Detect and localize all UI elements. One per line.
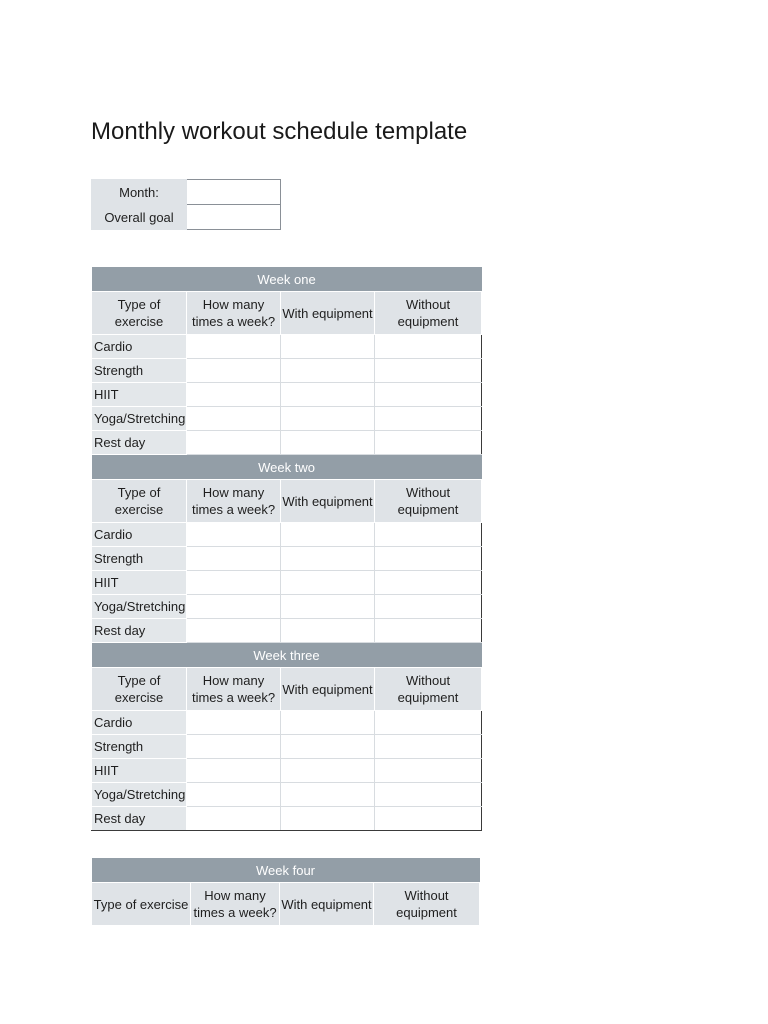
table-row — [92, 359, 482, 383]
week-three-title: Week three — [92, 643, 482, 668]
col-type: Type of exercise — [92, 883, 191, 926]
goal-input[interactable] — [187, 205, 281, 230]
without-equipment-cell[interactable] — [375, 431, 482, 455]
table-row — [92, 431, 482, 455]
col-times: How many times a week? — [187, 668, 281, 711]
times-cell[interactable] — [187, 759, 281, 783]
column-headers — [92, 668, 482, 711]
week-header — [92, 267, 482, 292]
with-equipment-cell[interactable] — [281, 431, 375, 455]
col-with: With equipment — [280, 883, 374, 926]
table-row — [92, 783, 482, 807]
exercise-label: HIIT — [92, 571, 187, 595]
exercise-label: Cardio — [92, 523, 187, 547]
col-times: How many times a week? — [191, 883, 280, 926]
column-headers — [92, 883, 480, 926]
exercise-label: Strength — [92, 359, 187, 383]
week-header — [92, 858, 480, 883]
times-cell[interactable] — [187, 619, 281, 643]
col-with: With equipment — [281, 668, 375, 711]
without-equipment-cell[interactable] — [375, 523, 482, 547]
goal-row — [92, 205, 281, 230]
without-equipment-cell[interactable] — [375, 571, 482, 595]
without-equipment-cell[interactable] — [375, 783, 482, 807]
table-row — [92, 335, 482, 359]
week-two-title: Week two — [92, 455, 482, 480]
times-cell[interactable] — [187, 547, 281, 571]
column-headers — [92, 480, 482, 523]
week-four-table — [91, 858, 480, 926]
exercise-label: Rest day — [92, 807, 187, 831]
exercise-label: Cardio — [92, 335, 187, 359]
with-equipment-cell[interactable] — [281, 807, 375, 831]
times-cell[interactable] — [187, 407, 281, 431]
col-with: With equipment — [281, 292, 375, 335]
month-goal-table — [91, 179, 281, 230]
table-row — [92, 619, 482, 643]
exercise-label: Yoga/Stretching — [92, 783, 187, 807]
exercise-label: Strength — [92, 735, 187, 759]
goal-label: Overall goal — [92, 205, 187, 230]
week-header — [92, 643, 482, 668]
without-equipment-cell[interactable] — [375, 619, 482, 643]
exercise-label: Yoga/Stretching — [92, 407, 187, 431]
col-without: Without equipment — [374, 883, 480, 926]
without-equipment-cell[interactable] — [375, 735, 482, 759]
with-equipment-cell[interactable] — [281, 595, 375, 619]
with-equipment-cell[interactable] — [281, 571, 375, 595]
table-row — [92, 571, 482, 595]
exercise-label: Cardio — [92, 711, 187, 735]
exercise-label: Rest day — [92, 619, 187, 643]
month-row — [92, 180, 281, 205]
col-times: How many times a week? — [187, 480, 281, 523]
exercise-label: Yoga/Stretching — [92, 595, 187, 619]
month-label: Month: — [92, 180, 187, 205]
with-equipment-cell[interactable] — [281, 383, 375, 407]
times-cell[interactable] — [187, 335, 281, 359]
with-equipment-cell[interactable] — [281, 547, 375, 571]
col-times: How many times a week? — [187, 292, 281, 335]
without-equipment-cell[interactable] — [375, 547, 482, 571]
exercise-label: HIIT — [92, 759, 187, 783]
col-type: Type of exercise — [92, 480, 187, 523]
with-equipment-cell[interactable] — [281, 523, 375, 547]
table-row — [92, 407, 482, 431]
times-cell[interactable] — [187, 595, 281, 619]
times-cell[interactable] — [187, 807, 281, 831]
table-row — [92, 523, 482, 547]
weeks-one-to-three-table — [91, 267, 482, 831]
with-equipment-cell[interactable] — [281, 619, 375, 643]
without-equipment-cell[interactable] — [375, 407, 482, 431]
col-without: Without equipment — [375, 480, 482, 523]
without-equipment-cell[interactable] — [375, 807, 482, 831]
with-equipment-cell[interactable] — [281, 711, 375, 735]
week-one-title: Week one — [92, 267, 482, 292]
times-cell[interactable] — [187, 431, 281, 455]
week-four-title: Week four — [92, 858, 480, 883]
without-equipment-cell[interactable] — [375, 759, 482, 783]
week-header — [92, 455, 482, 480]
times-cell[interactable] — [187, 711, 281, 735]
times-cell[interactable] — [187, 783, 281, 807]
without-equipment-cell[interactable] — [375, 383, 482, 407]
without-equipment-cell[interactable] — [375, 711, 482, 735]
times-cell[interactable] — [187, 571, 281, 595]
table-row — [92, 383, 482, 407]
col-with: With equipment — [281, 480, 375, 523]
times-cell[interactable] — [187, 359, 281, 383]
times-cell[interactable] — [187, 523, 281, 547]
times-cell[interactable] — [187, 383, 281, 407]
col-without: Without equipment — [375, 668, 482, 711]
without-equipment-cell[interactable] — [375, 359, 482, 383]
with-equipment-cell[interactable] — [281, 759, 375, 783]
with-equipment-cell[interactable] — [281, 783, 375, 807]
without-equipment-cell[interactable] — [375, 595, 482, 619]
without-equipment-cell[interactable] — [375, 335, 482, 359]
times-cell[interactable] — [187, 735, 281, 759]
table-row — [92, 711, 482, 735]
with-equipment-cell[interactable] — [281, 359, 375, 383]
with-equipment-cell[interactable] — [281, 735, 375, 759]
exercise-label: Rest day — [92, 431, 187, 455]
column-headers — [92, 292, 482, 335]
col-without: Without equipment — [375, 292, 482, 335]
exercise-label: Strength — [92, 547, 187, 571]
exercise-label: HIIT — [92, 383, 187, 407]
table-row — [92, 547, 482, 571]
col-type: Type of exercise — [92, 668, 187, 711]
col-type: Type of exercise — [92, 292, 187, 335]
table-row — [92, 735, 482, 759]
month-input[interactable] — [187, 180, 281, 205]
with-equipment-cell[interactable] — [281, 407, 375, 431]
table-row — [92, 759, 482, 783]
page-title: Monthly workout schedule template — [91, 118, 468, 145]
with-equipment-cell[interactable] — [281, 335, 375, 359]
table-row — [92, 595, 482, 619]
table-row — [92, 807, 482, 831]
